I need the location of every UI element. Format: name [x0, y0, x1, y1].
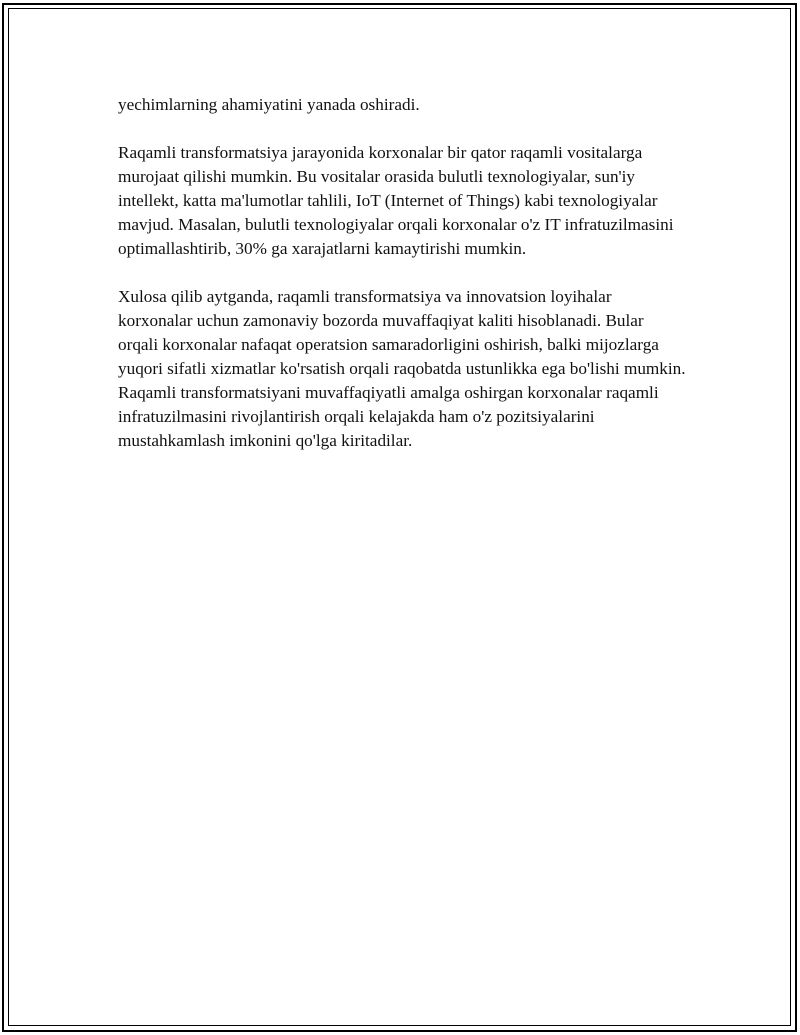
paragraph-conclusion: Xulosa qilib aytganda, raqamli transformatsiya va innovatsion loyihalar korxonalar uchun zamonaviy bozorda muvaffaqiyat kaliti hisoblanadi. Bular orqali korxonalar nafaqat operatsion samaradorligini oshirish, balki mijozlarga yuqori sifatli xizmatlar ko'rsatish orqali raqobatda ustunlikka ega bo'lishi mumkin. Raqamli transformatsiyani muvaffaqiyatli amalga oshirgan korxonalar raqamli infratuzilmasini rivojlantirish orqali kelajakda ham o'z pozitsiyalarini mustahkamlash imkonini qo'lga kiritadilar. — [118, 287, 686, 450]
paragraph-digital-tools: Raqamli transformatsiya jarayonida korxonalar bir qator raqamli vositalarga murojaat qilishi mumkin. Bu vositalar orasida bulutli texnologiyalar, sun'iy intellekt, katta ma'lumotlar tahlili, IoT (Internet of Things) kabi texnologiyalar mavjud. Masalan, bulutli texnologiyalar orqali korxonalar o'z IT infratuzilmasini optimallashtirib, 30% ga xarajatlarni kamaytirishi mumkin. — [118, 143, 674, 258]
document-body — [118, 93, 688, 477]
paragraph-continuation: yechimlarning ahamiyatini yanada oshiradi. — [118, 95, 420, 114]
